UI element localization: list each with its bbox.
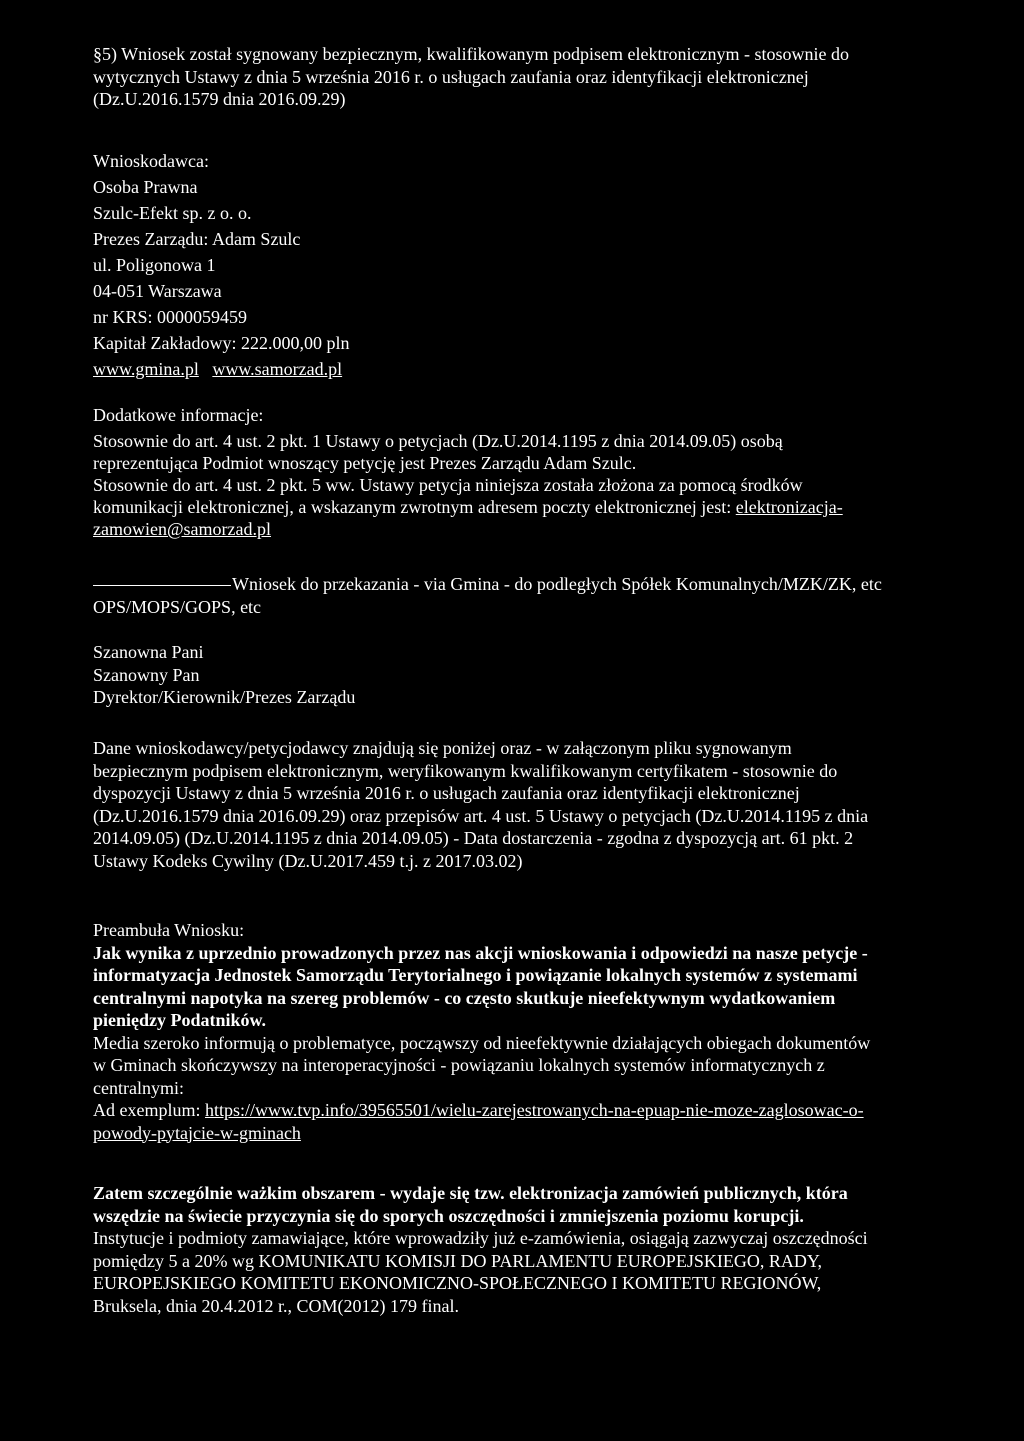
forward-note xyxy=(93,573,993,618)
preamble-heading: Preambuła Wniosku: xyxy=(93,920,245,940)
bold-line: Jak wynika z uprzednio prowadzonych przez nas akcji wnioskowania i odpowiedzi na nasze petycje - xyxy=(93,942,868,963)
text-line: reprezentująca Podmiot wnoszący petycję jest Prezes Zarządu Adam Szulc. xyxy=(93,453,637,473)
applicant-links xyxy=(93,356,993,382)
text-line: pomiędzy 5 a 20% wg KOMUNIKATU KOMISJI DO PARLAMENTU EUROPEJSKIEGO, RADY, xyxy=(93,1250,822,1271)
bold-line: Zatem szczególnie ważkim obszarem - wydaje się tzw. elektronizacja zamówień publicznych, która xyxy=(93,1183,848,1203)
text-line: (Dz.U.2016.1579 dnia 2016.09.29) oraz przepisów art. 4 ust. 5 Ustawy o petycjach (Dz.U.2014.1195 z dnia xyxy=(93,805,869,826)
additional-info-heading: Dodatkowe informacje: xyxy=(93,405,264,425)
bold-line: informatyzacja Jednostek Samorządu Terytorialnego i powiązanie lokalnych systemów z systemami xyxy=(93,965,858,985)
email-link-part1[interactable]: elektronizacja- xyxy=(735,497,843,517)
text-line: centralnymi: xyxy=(93,1077,184,1098)
applicant-data-paragraph xyxy=(93,737,993,872)
text-line: 2014.09.05) (Dz.U.2014.1195 z dnia 2014.09.05) - Data dostarczenia - zgodna z dyspozycją art. 61 pkt. 2 xyxy=(93,828,854,848)
applicant-line: nr KRS: 0000059459 xyxy=(93,307,248,327)
example-label: Ad exemplum: xyxy=(93,1100,205,1120)
bold-line: pieniędzy Podatników. xyxy=(93,1010,267,1030)
greeting-block xyxy=(93,641,993,709)
text-line: Dane wnioskodawcy/petycjodawcy znajdują się poniżej oraz - w załączonym pliku sygnowanym xyxy=(93,738,792,758)
bold-line: wszędzie na świecie przyczynia się do sporych oszczędności i zmniejszenia poziomu korupcji. xyxy=(93,1205,804,1226)
applicant-heading: Wnioskodawca: xyxy=(93,151,209,171)
applicant-block xyxy=(93,148,993,382)
text-line: OPS/MOPS/GOPS, etc xyxy=(93,596,262,617)
greeting-line: Szanowna Pani xyxy=(93,642,204,662)
tvp-article-link-part1[interactable]: https://www.tvp.info/39565501/wielu-zarejestrowanych-na-epuap-nie-moze-zaglosowac-o- xyxy=(204,1100,864,1120)
text-line xyxy=(93,496,993,518)
text-line: Media szeroko informują o problematyce, począwszy od nieefektywnie działających obiegach dokumentów xyxy=(93,1032,871,1053)
tvp-article-link-part2[interactable]: powody-pytajcie-w-gminach xyxy=(93,1122,301,1143)
gmina-link[interactable]: www.gmina.pl xyxy=(93,359,199,379)
text-line: Stosownie do art. 4 ust. 2 pkt. 1 Ustawy o petycjach (Dz.U.2014.1195 z dnia 2014.09.05) osobą xyxy=(93,431,783,451)
applicant-line: Szulc-Efekt sp. z o. o. xyxy=(93,203,252,223)
bold-line: centralnymi napotyka na szereg problemów - co często skutkuje nieefektywnym wydatkowaniem xyxy=(93,987,836,1008)
forward-text: Wniosek do przekazania - via Gmina - do podległych Spółek Komunalnych/MZK/ZK, etc xyxy=(232,574,882,594)
applicant-line: Prezes Zarządu: Adam Szulc xyxy=(93,229,301,249)
applicant-line: ul. Poligonowa 1 xyxy=(93,255,216,275)
text-line: Ustawy Kodeks Cywilny (Dz.U.2017.459 t.j. z 2017.03.02) xyxy=(93,850,523,871)
text-line: Instytucje i podmioty zamawiające, które wprowadziły już e-zamówienia, osiągają zazwyczaj oszczędności xyxy=(93,1228,868,1248)
text-line: wytycznych Ustawy z dnia 5 września 2016 r. o usługach zaufania oraz identyfikacji elektronicznej xyxy=(93,66,809,87)
text-line xyxy=(93,518,993,540)
greeting-line: Dyrektor/Kierownik/Prezes Zarządu xyxy=(93,687,356,707)
text-line: Bruksela, dnia 20.4.2012 r., COM(2012) 179 final. xyxy=(93,1295,459,1316)
text-line: bezpiecznym podpisem elektronicznym, weryfikowanym kwalifikowanym certyfikatem - stosownie do xyxy=(93,760,838,781)
section-5-paragraph xyxy=(93,43,993,111)
greeting-line: Szanowny Pan xyxy=(93,664,200,685)
dash-divider xyxy=(93,585,231,586)
text-fragment: komunikacji elektronicznej, a wskazanym zwrotnym adresem poczty elektronicznej jest: xyxy=(93,497,736,517)
preamble-block xyxy=(93,919,993,1144)
applicant-line: 04-051 Warszawa xyxy=(93,281,222,301)
applicant-line: Kapitał Zakładowy: 222.000,00 pln xyxy=(93,333,350,353)
samorzad-link[interactable]: www.samorzad.pl xyxy=(212,359,343,379)
applicant-line: Osoba Prawna xyxy=(93,177,198,197)
additional-info-block xyxy=(93,404,993,540)
text-line: §5) Wniosek został sygnowany bezpiecznym, kwalifikowanym podpisem elektronicznym - stosownie do xyxy=(93,44,849,64)
conclusion-block xyxy=(93,1182,993,1317)
text-line xyxy=(93,573,993,596)
text-line: w Gminach skończywszy na interoperacyjności - powiązaniu lokalnych systemów informatycznych z xyxy=(93,1055,825,1075)
text-line: (Dz.U.2016.1579 dnia 2016.09.29) xyxy=(93,89,346,109)
email-link-part2[interactable]: zamowien@samorzad.pl xyxy=(93,519,272,539)
text-line: dyspozycji Ustawy z dnia 5 września 2016 r. o usługach zaufania oraz identyfikacji elektronicznej xyxy=(93,783,800,803)
text-line: EUROPEJSKIEGO KOMITETU EKONOMICZNO-SPOŁECZNEGO I KOMITETU REGIONÓW, xyxy=(93,1273,822,1293)
text-line xyxy=(93,1099,993,1122)
text-line xyxy=(93,1122,993,1145)
text-line: Stosownie do art. 4 ust. 2 pkt. 5 ww. Ustawy petycja niniejsza została złożona za pomocą środków xyxy=(93,475,803,495)
